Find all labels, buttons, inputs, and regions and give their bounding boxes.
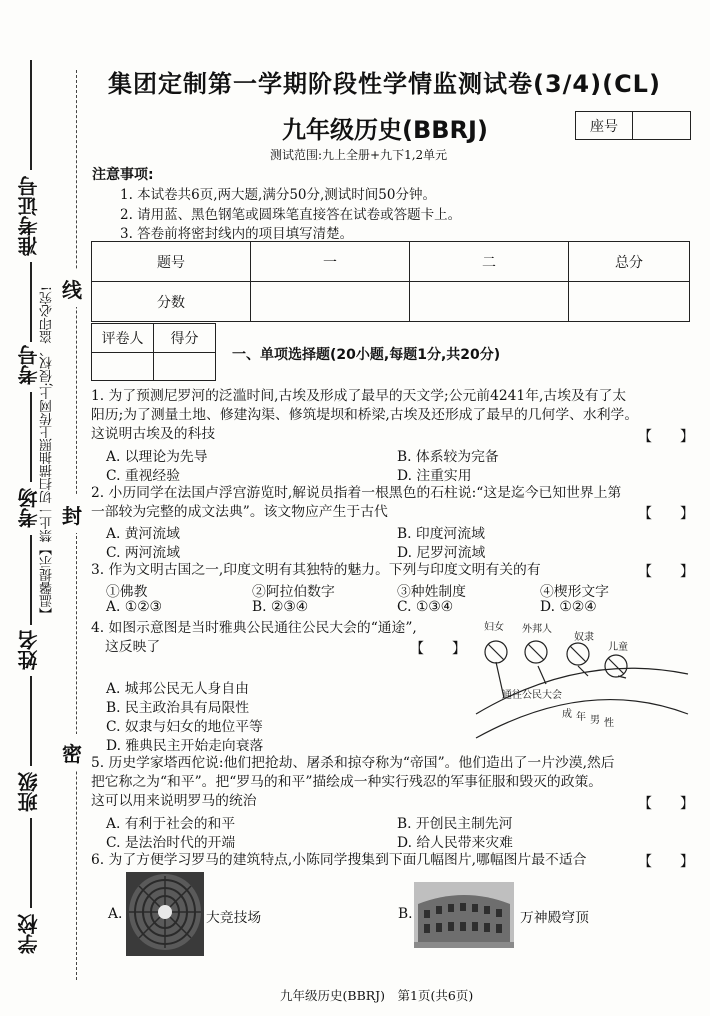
q3-item-3: ③种姓制度 (397, 584, 466, 600)
score-table-score-row (92, 282, 690, 322)
q2-option-d[interactable]: D. 尼罗河流域 (397, 545, 486, 561)
q3-option-b[interactable]: B. ②③④ (252, 599, 309, 615)
grader-score-label: 得分 (153, 324, 215, 352)
prohibit-slash-3 (570, 646, 586, 662)
q2-line-1: 2. 小历同学在法国卢浮宫游览时,解说员指着一根黑色的石柱说:“这是迄今已知世界上第 (91, 485, 622, 501)
q2-option-b[interactable]: B. 印度河流域 (397, 526, 485, 542)
grader-box (91, 323, 216, 381)
room-label: 考号 (17, 345, 41, 385)
q1-option-c[interactable]: C. 重视经验 (106, 468, 181, 484)
score-col-part1: 一 (251, 242, 410, 282)
seat-label: 座号 (576, 112, 633, 139)
exam-id-label: 准考证号 (17, 176, 41, 256)
q3-item-1: ①佛教 (106, 584, 148, 600)
score-cell-part2[interactable] (410, 282, 569, 322)
assembly-road-diagram (470, 614, 692, 744)
q5-line-1: 5. 历史学家塔西佗说:他们把抢劫、屠杀和掠夺称为“帝国”。他们造出了一片沙漠,然后 (91, 755, 615, 771)
q2-line-2: 一部较为完整的成文法典”。该文物应产生于古代 (91, 504, 388, 520)
q3-line-1: 3. 作为文明古国之一,印度文明有其独特的魅力。下列与印度文明有关的有 (91, 562, 541, 578)
prohibit-slash-2 (528, 644, 544, 660)
score-col-part2: 二 (410, 242, 569, 282)
sign-post-2 (538, 666, 546, 684)
q3-option-d[interactable]: D. ①②④ (540, 599, 597, 615)
diagram-label-slaves: 奴隶 (574, 632, 594, 643)
sign-post-3 (578, 666, 588, 676)
q4-option-c[interactable]: C. 奴隶与妇女的地位平等 (106, 719, 263, 735)
exam-subtitle: 九年级历史(BBRJ) (282, 116, 488, 144)
margin-line-5 (30, 676, 32, 766)
diagram-label-foreigners: 外邦人 (522, 624, 552, 635)
seal-char-xian: 线 (62, 270, 82, 307)
score-col-total: 总分 (569, 242, 690, 282)
score-cell-part1[interactable] (251, 282, 410, 322)
name-label: 姓名 (17, 630, 41, 670)
notice-item-3: 3. 答卷前将密封线内的项目填写清楚。 (120, 226, 354, 242)
q5-line-3: 这可以用来说明罗马的统治 (91, 793, 257, 809)
q4-option-a[interactable]: A. 城邦公民无人身自由 (106, 681, 249, 697)
q5-option-d[interactable]: D. 给人民带来灾难 (397, 835, 513, 851)
q6-option-b-caption: 万神殿穹顶 (520, 910, 589, 926)
q6-option-a-prefix[interactable]: A. (108, 906, 123, 922)
seal-char-mi: 密 (62, 734, 82, 771)
score-cell-total[interactable] (569, 282, 690, 322)
q5-option-b[interactable]: B. 开创民主制先河 (397, 816, 513, 832)
question-5 (91, 754, 691, 811)
venue-label: 考场 (17, 488, 41, 528)
q5-option-c[interactable]: C. 是法治时代的开端 (106, 835, 236, 851)
score-col-question: 题号 (92, 242, 251, 282)
copyright-notice: 【温馨提示】禁止一切扫描抽照上传网上;侵权、盗印必究! (40, 286, 55, 621)
margin-line-2 (30, 262, 32, 342)
q1-option-b[interactable]: B. 体系较为完备 (397, 449, 499, 465)
seat-number-box[interactable] (575, 111, 691, 140)
diagram-curve-char-3: 男 (590, 715, 600, 726)
pantheon-dome-photo (126, 872, 204, 956)
q1-line-1: 1. 为了预测尼罗河的泛滥时间,古埃及形成了最早的天文学;公元前4241年,古埃及有了太 (91, 388, 627, 404)
margin-line-1 (30, 60, 32, 170)
seat-number-field[interactable] (633, 112, 690, 139)
q1-option-a[interactable]: A. 以理论为先导 (106, 449, 208, 465)
q6-line-1: 6. 为了方便学习罗马的建筑特点,小陈同学搜集到下面几幅图片,哪幅图片最不适合 (91, 852, 587, 868)
q3-option-c[interactable]: C. ①③④ (397, 599, 453, 615)
notice-heading: 注意事项: (92, 167, 154, 183)
question-2 (91, 484, 691, 522)
question-1 (91, 387, 691, 444)
exam-title: 集团定制第一学期阶段性学情监测试卷(3/4)(CL) (108, 70, 661, 98)
margin-line-4 (30, 535, 32, 625)
q5-answer-bracket[interactable]: 【 】 (638, 796, 694, 812)
q3-item-2: ②阿拉伯数字 (252, 584, 335, 600)
q2-option-c[interactable]: C. 两河流域 (106, 545, 181, 561)
notice-item-2: 2. 请用蓝、黑色钢笔或圆珠笔直接答在试卷或答题卡上。 (120, 207, 462, 223)
reviewer-field[interactable] (92, 353, 153, 381)
q6-option-b-prefix[interactable]: B. (398, 906, 413, 922)
q3-answer-bracket[interactable]: 【 】 (638, 564, 694, 580)
q4-option-d[interactable]: D. 雅典民主开始走向衰落 (106, 738, 264, 754)
grader-score-field[interactable] (153, 353, 215, 381)
test-scope: 测试范围:九上全册+九下1,2单元 (270, 148, 448, 162)
q4-answer-bracket[interactable]: 【 】 (410, 641, 466, 657)
margin-line-6 (30, 818, 32, 908)
q1-line-3: 这说明古埃及的科技 (91, 426, 216, 442)
q2-option-a[interactable]: A. 黄河流域 (106, 526, 180, 542)
question-3 (91, 561, 691, 580)
q3-option-a[interactable]: A. ①②③ (106, 599, 162, 615)
section-heading: 一、单项选择题(20小题,每题1分,共20分) (232, 347, 501, 363)
prohibit-slash-4 (608, 658, 624, 674)
seal-char-feng: 封 (62, 496, 82, 533)
class-label: 班级 (17, 772, 41, 812)
page-footer: 九年级历史(BBRJ) 第1页(共6页) (280, 988, 474, 1003)
q6-answer-bracket[interactable]: 【 】 (638, 854, 694, 870)
diagram-curve-char-1: 成 (562, 709, 572, 720)
q1-answer-bracket[interactable]: 【 】 (638, 429, 694, 445)
q4-line-2: 这反映了 (105, 639, 161, 655)
school-label: 学校 (17, 914, 41, 954)
q4-option-b[interactable]: B. 民主政治具有局限性 (106, 700, 250, 716)
q6-option-a-caption: 大竞技场 (206, 910, 262, 926)
diagram-curve-char-4: 性 (604, 718, 614, 729)
score-table-header-row (92, 242, 690, 282)
diagram-label-women: 妇女 (484, 622, 504, 633)
reviewer-label: 评卷人 (101, 331, 144, 347)
q4-line-1: 4. 如图示意图是当时雅典公民通往公民大会的“通途”, (91, 620, 417, 636)
q1-option-d[interactable]: D. 注重实用 (397, 468, 472, 484)
diagram-label-children: 儿童 (608, 642, 628, 653)
notice-item-1: 1. 本试卷共6页,两大题,满分50分,测试时间50分钟。 (120, 187, 436, 203)
q1-line-2: 阳历;为了测量土地、修建沟渠、修筑堤坝和桥梁,古埃及还形成了最早的几何学、水利学。 (91, 407, 639, 423)
colosseum-photo (414, 882, 514, 948)
margin-line-3 (30, 392, 32, 482)
diagram-road-label: 通往公民大会 (502, 690, 562, 701)
q5-line-2: 把它称之为“和平”。把“罗马的和平”描绘成一种实行残忍的军事征服和毁灭的政策。 (91, 774, 603, 790)
q2-answer-bracket[interactable]: 【 】 (638, 506, 694, 522)
prohibit-slash-1 (488, 644, 504, 660)
score-table (91, 241, 690, 322)
q3-item-4: ④楔形文字 (540, 584, 609, 600)
question-6 (91, 851, 691, 870)
q5-option-a[interactable]: A. 有利于社会的和平 (106, 816, 236, 832)
diagram-curve-char-2: 年 (576, 712, 586, 723)
score-row-label: 分数 (92, 282, 251, 322)
